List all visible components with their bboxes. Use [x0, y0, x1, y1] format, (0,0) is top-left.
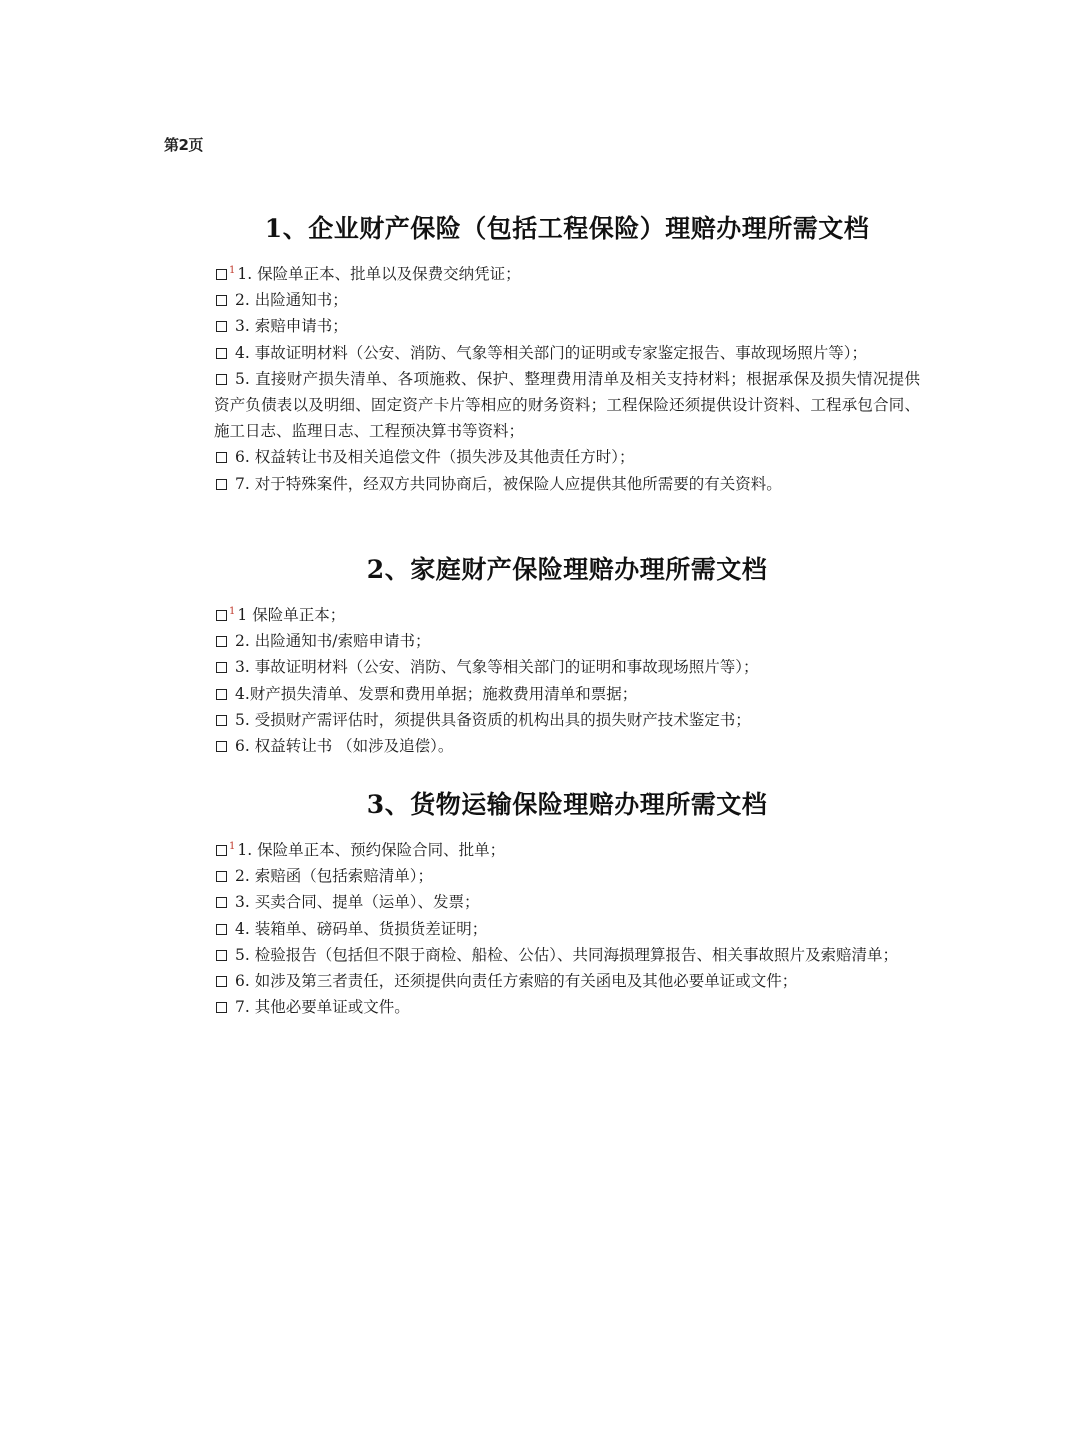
list-item: [214, 444, 920, 470]
item-number: 3.: [235, 658, 250, 677]
item-number: 2.: [235, 291, 250, 310]
checkbox-icon[interactable]: [216, 689, 227, 700]
checkbox-icon[interactable]: [216, 321, 227, 332]
item-text: 受损财产需评估时，须提供具备资质的机构出具的损失财产技术鉴定书；: [254, 710, 751, 729]
item-text: 财产损失清单、发票和费用单据；施救费用清单和票据；: [249, 684, 638, 703]
list-item: [214, 471, 920, 497]
item-text: 保险单正本、预约保险合同、批单；: [257, 841, 506, 859]
list-item: [214, 889, 920, 915]
item-text: 权益转让书 （如涉及追偿）。: [254, 737, 454, 756]
item-text: 保险单正本；: [252, 606, 346, 624]
item-number: 1.: [237, 265, 253, 283]
section-title: 3、货物运输保险理赔办理所需文档: [366, 790, 768, 819]
checkbox-icon[interactable]: [216, 374, 227, 385]
page-number-label: 第2页: [164, 136, 203, 154]
item-number: 2.: [235, 632, 250, 651]
list-item: [214, 733, 920, 759]
checkbox-icon[interactable]: [216, 295, 227, 306]
checkbox-icon[interactable]: [216, 871, 227, 882]
list-item: [214, 654, 920, 680]
item-number: 7.: [235, 474, 250, 493]
item-text: 索赔申请书；: [254, 317, 348, 336]
checkbox-icon[interactable]: [216, 636, 227, 647]
section-household-property: [214, 553, 920, 759]
list-item: [214, 968, 920, 994]
section-title: 2、家庭财产保险理赔办理所需文档: [366, 555, 768, 584]
checkbox-icon[interactable]: [216, 976, 227, 987]
item-number: 3.: [235, 893, 250, 912]
list-item: [214, 599, 920, 628]
list-item: [214, 313, 920, 339]
checkbox-icon[interactable]: [216, 662, 227, 673]
list-item: [214, 707, 920, 733]
item-text: 出险通知书；: [254, 291, 348, 310]
list-item: [214, 287, 920, 313]
checkbox-icon[interactable]: [216, 269, 227, 280]
item-number: 5.: [235, 369, 250, 388]
document-checklist: [214, 258, 920, 497]
checkbox-icon[interactable]: [216, 741, 227, 752]
checkbox-icon[interactable]: [216, 715, 227, 726]
list-item: [214, 994, 920, 1020]
list-item: [214, 366, 920, 445]
list-item: [214, 942, 920, 968]
item-text: 装箱单、磅码单、货损货差证明；: [254, 919, 488, 938]
checkbox-icon[interactable]: [216, 479, 227, 490]
list-item: [214, 863, 920, 889]
item-text: 事故证明材料（公安、消防、气象等相关部门的证明或专家鉴定报告、事故现场照片等）；: [254, 343, 867, 362]
item-text: 索赔函（包括索赔清单）；: [254, 867, 433, 886]
list-item: [214, 916, 920, 942]
item-number: 1.: [237, 841, 253, 859]
item-text: 检验报告（包括但不限于商检、船检、公估）、共同海损理算报告、相关事故照片及索赔清单；: [254, 945, 898, 964]
footnote-marker: 1: [229, 606, 236, 617]
item-text: 其他必要单证或文件。: [254, 998, 410, 1017]
list-item: [214, 258, 920, 287]
item-number: 6.: [235, 448, 250, 467]
footnote-marker: 1: [229, 265, 236, 276]
list-item: [214, 340, 920, 366]
item-number: 5.: [235, 945, 250, 964]
footnote-marker: 1: [229, 841, 236, 852]
checkbox-icon[interactable]: [216, 845, 227, 856]
item-text: 买卖合同、提单（运单）、发票；: [254, 893, 480, 912]
item-text: 如涉及第三者责任，还须提供向责任方索赔的有关函电及其他必要单证或文件；: [254, 972, 798, 991]
list-item: [214, 681, 920, 707]
item-number: 4.: [235, 684, 250, 703]
document-checklist: [214, 599, 920, 759]
checkbox-icon[interactable]: [216, 1002, 227, 1013]
checkbox-icon[interactable]: [216, 348, 227, 359]
section-enterprise-property: [214, 212, 920, 497]
list-item: [214, 834, 920, 863]
section-title: 1、企业财产保险（包括工程保险）理赔办理所需文档: [264, 214, 870, 243]
checkbox-icon[interactable]: [216, 924, 227, 935]
item-number: 7.: [235, 998, 250, 1017]
document-checklist: [214, 834, 920, 1020]
item-number: 6.: [235, 972, 250, 991]
checkbox-icon[interactable]: [216, 452, 227, 463]
item-number: 3.: [235, 317, 250, 336]
item-number: 6.: [235, 737, 250, 756]
list-item: [214, 628, 920, 654]
item-text: 权益转让书及相关追偿文件（损失涉及其他责任方时）；: [254, 448, 635, 467]
checkbox-icon[interactable]: [216, 950, 227, 961]
item-number: 4.: [235, 343, 250, 362]
item-text: 对于特殊案件，经双方共同协商后，被保险人应提供其他所需要的有关资料。: [254, 474, 782, 493]
checkbox-icon[interactable]: [216, 897, 227, 908]
item-text: 事故证明材料（公安、消防、气象等相关部门的证明和事故现场照片等）；: [254, 658, 759, 677]
item-number: 4.: [235, 919, 250, 938]
item-text: 直接财产损失清单、各项施救、保护、整理费用清单及相关支持材料；根据承保及损失情况提供资产负债表以及明细、固定资产卡片等相应的财务资料；工程保险还须提供设计资料、工程承包合同、施工日志、监理日志、工程预决算书等资料；: [214, 369, 920, 441]
checkbox-icon[interactable]: [216, 610, 227, 621]
item-number: 2.: [235, 867, 250, 886]
item-text: 保险单正本、批单以及保费交纳凭证；: [257, 265, 521, 283]
section-cargo-transport: [214, 788, 920, 1020]
item-number: 1: [237, 606, 248, 624]
item-number: 5.: [235, 710, 250, 729]
item-text: 出险通知书/索赔申请书；: [254, 632, 431, 651]
